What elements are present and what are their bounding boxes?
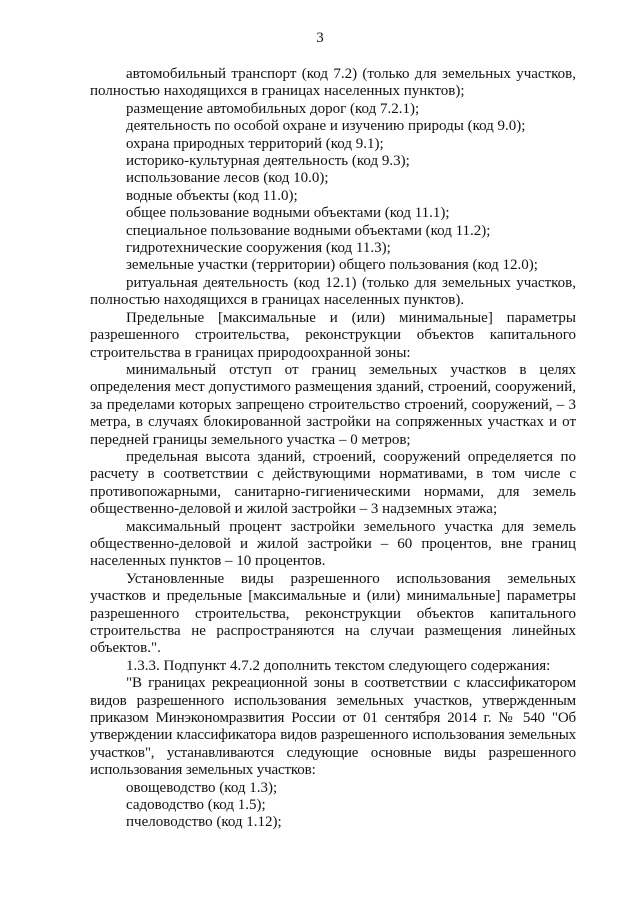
- list-item-roads: размещение автомобильных дорог (код 7.2.1);: [126, 100, 420, 117]
- list-item-water-general-use: общее пользование водными объектами (код 11.1);: [126, 205, 450, 222]
- list-item-water-objects: водные объекты (код 11.0);: [126, 187, 298, 204]
- list-item-nature-protection: деятельность по особой охране и изучению природы (код 9.0);: [126, 118, 526, 135]
- list-item-hydrotechnical: гидротехнические сооружения (код 11.3);: [126, 240, 391, 257]
- list-item-historical-cultural: историко-культурная деятельность (код 9.3);: [126, 153, 410, 170]
- paragraph-max-height: предельная высота зданий, строений, сооружений определяется по расчету в соответствии с действующими нормативами, в том числе с противопожарными, санитарно-гигиеническими нормами, для земель общественно-деловой и жилой застройки – 3 надземных этажа;: [90, 448, 576, 518]
- paragraph-linear-objects: Установленные виды разрешенного использования земельных участков и предельные [максимальные и (или) минимальные] параметры разрешенного строительства, реконструкции объектов капитального строительства не распространяются на случаи размещения линейных объектов.".: [90, 570, 576, 657]
- paragraph-ritual: ритуальная деятельность (код 12.1) (только для земельных участков, полностью находящихся в границах населенных пунктов).: [90, 274, 576, 309]
- list-item-forests: использование лесов (код 10.0);: [126, 170, 329, 187]
- paragraph-auto-transport: автомобильный транспорт (код 7.2) (только для земельных участков, полностью находящихся в границах населенных пунктов);: [90, 66, 576, 100]
- list-item-beekeeping: пчеловодство (код 1.12);: [126, 814, 282, 831]
- list-item-water-special-use: специальное пользование водными объектами (код 11.2);: [126, 222, 491, 239]
- page-number: 3: [316, 30, 324, 46]
- list-item-public-land: земельные участки (территории) общего пользования (код 12.0);: [126, 257, 538, 274]
- paragraph-recreation-zone: "В границах рекреационной зоны в соответствии с классификатором видов разрешенного использования земельных участков, утвержденным приказом Минэкономразвития России от 01 сентября 2014 г. № 540 "Об утверждении классификатора видов разрешенного использования земельных участков", устанавливаются следующие основные виды разрешенного использования земельных участков:: [90, 675, 576, 779]
- list-item-natural-territories: охрана природных территорий (код 9.1);: [126, 135, 384, 152]
- paragraph-min-setback: минимальный отступ от границ земельных участков в целях определения мест допустимого размещения зданий, строений, сооружений, за пределами которых запрещено строительство строений, сооружений, – 3 метра, в случаях блокированной застройки на сопряженных участках и от передней границы земельного участка – 0 метров;: [90, 361, 576, 448]
- paragraph-max-coverage: максимальный процент застройки земельного участка для земель общественно-деловой и жилой застройки – 60 процентов, вне границ населенных пунктов – 10 процентов.: [90, 518, 576, 570]
- list-item-vegetable-growing: овощеводство (код 1.3);: [126, 779, 278, 796]
- paragraph-limit-parameters: Предельные [максимальные и (или) минимальные] параметры разрешенного строительства, реконструкции объектов капитального строительства в границах природоохранной зоны:: [90, 309, 576, 361]
- paragraph-subitem-1-3-3: 1.3.3. Подпункт 4.7.2 дополнить текстом следующего содержания:: [126, 657, 551, 674]
- document-body: [90, 66, 576, 832]
- list-item-gardening: садоводство (код 1.5);: [126, 797, 266, 814]
